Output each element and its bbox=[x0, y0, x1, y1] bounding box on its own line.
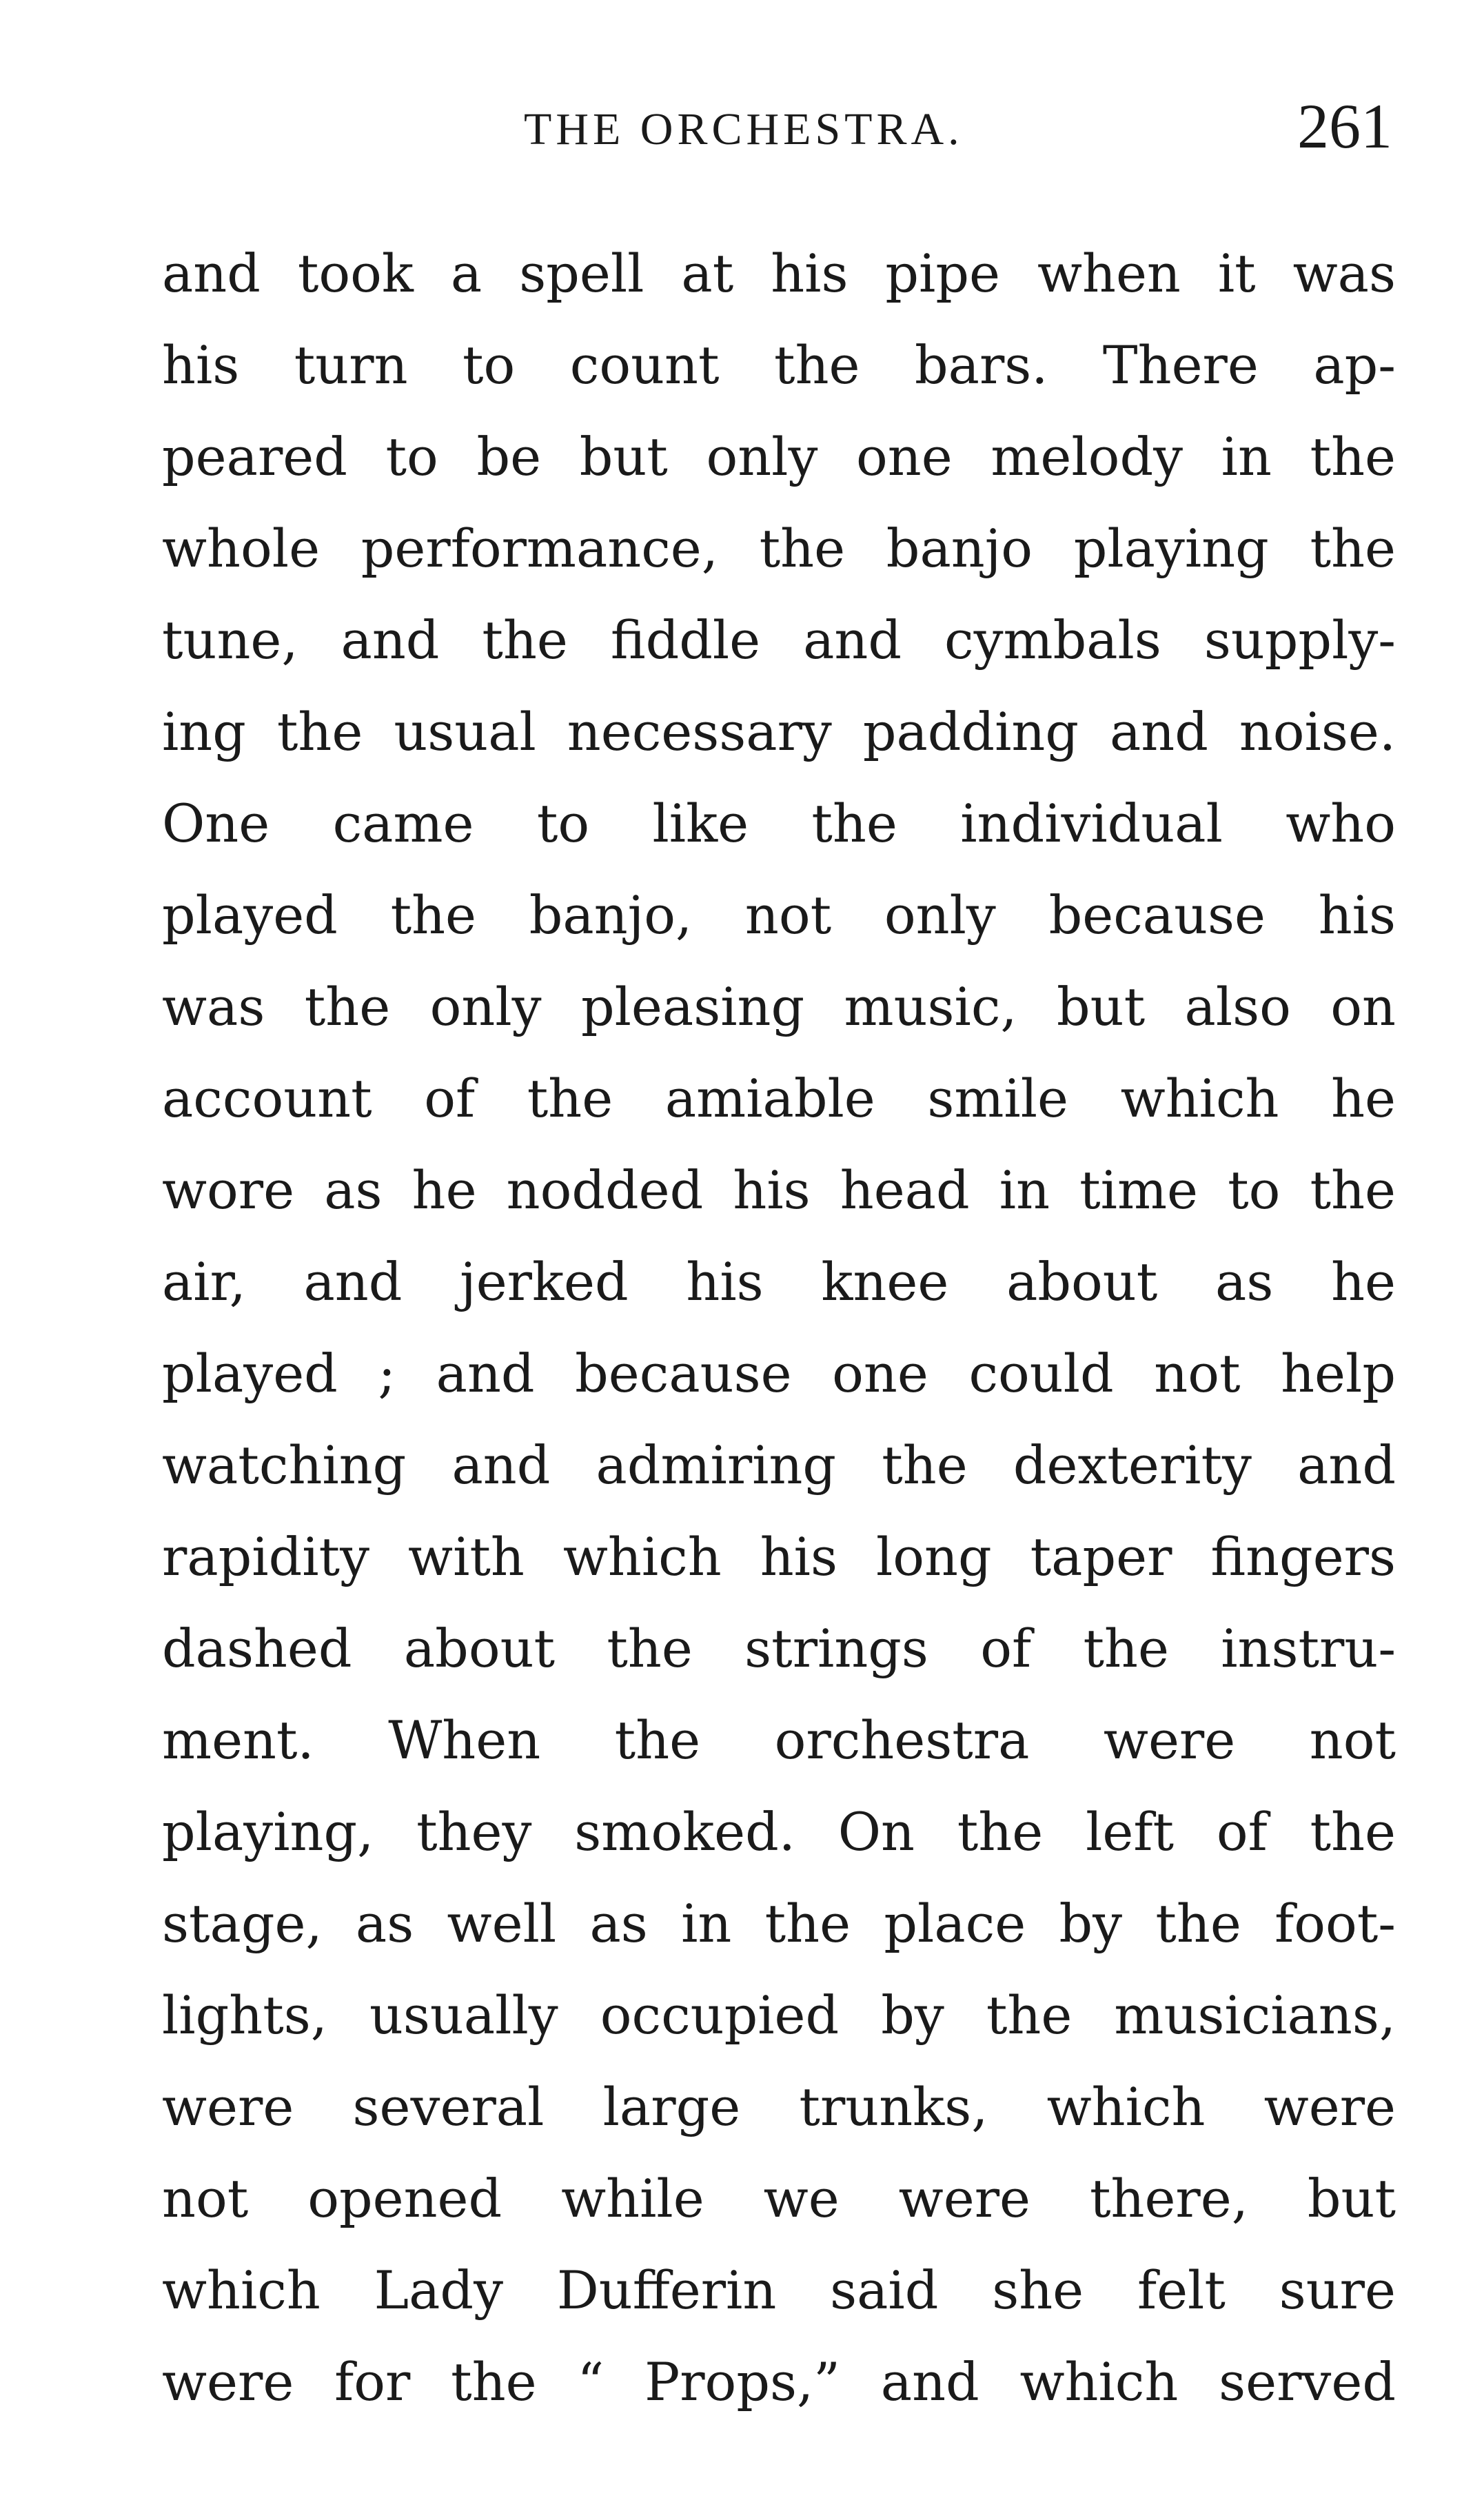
text-line: ing the usual necessary padding and noise. bbox=[162, 701, 1396, 762]
text-line: were for the “ Props,” and which served bbox=[162, 2351, 1396, 2412]
text-line: ment. When the orchestra were not bbox=[162, 1709, 1396, 1771]
text-line: dashed about the strings of the instru- bbox=[162, 1618, 1396, 1679]
text-line: whole performance, the banjo playing the bbox=[162, 518, 1396, 579]
body-text bbox=[162, 227, 1396, 2428]
running-head bbox=[159, 90, 1399, 165]
text-line: peared to be but only one melody in the bbox=[162, 426, 1396, 487]
text-line: tune, and the fiddle and cymbals supply- bbox=[162, 609, 1396, 671]
text-line: played the banjo, not only because his bbox=[162, 884, 1396, 946]
text-line: playing, they smoked. On the left of the bbox=[162, 1801, 1396, 1862]
text-line: played ; and because one could not help bbox=[162, 1343, 1396, 1404]
text-line: not opened while we were there, but bbox=[162, 2168, 1396, 2229]
text-line: his turn to count the bars. There ap- bbox=[162, 334, 1396, 396]
text-line: account of the amiable smile which he bbox=[162, 1068, 1396, 1129]
page-number: 261 bbox=[1297, 91, 1392, 161]
text-line: rapidity with which his long taper fingers bbox=[162, 1526, 1396, 1587]
text-line: lights, usually occupied by the musicians, bbox=[162, 1984, 1396, 2046]
text-line: air, and jerked his knee about as he bbox=[162, 1251, 1396, 1312]
text-line: were several large trunks, which were bbox=[162, 2076, 1396, 2137]
text-line: and took a spell at his pipe when it was bbox=[162, 243, 1396, 304]
text-line: watching and admiring the dexterity and bbox=[162, 1434, 1396, 1496]
running-title: THE ORCHESTRA. bbox=[524, 104, 964, 154]
text-line: was the only pleasing music, but also on bbox=[162, 976, 1396, 1037]
text-line: which Lady Dufferin said she felt sure bbox=[162, 2259, 1396, 2321]
text-line: stage, as well as in the place by the foot- bbox=[162, 1893, 1396, 1954]
text-line: wore as he nodded his head in time to the bbox=[162, 1159, 1396, 1221]
text-line: One came to like the individual who bbox=[162, 793, 1396, 854]
